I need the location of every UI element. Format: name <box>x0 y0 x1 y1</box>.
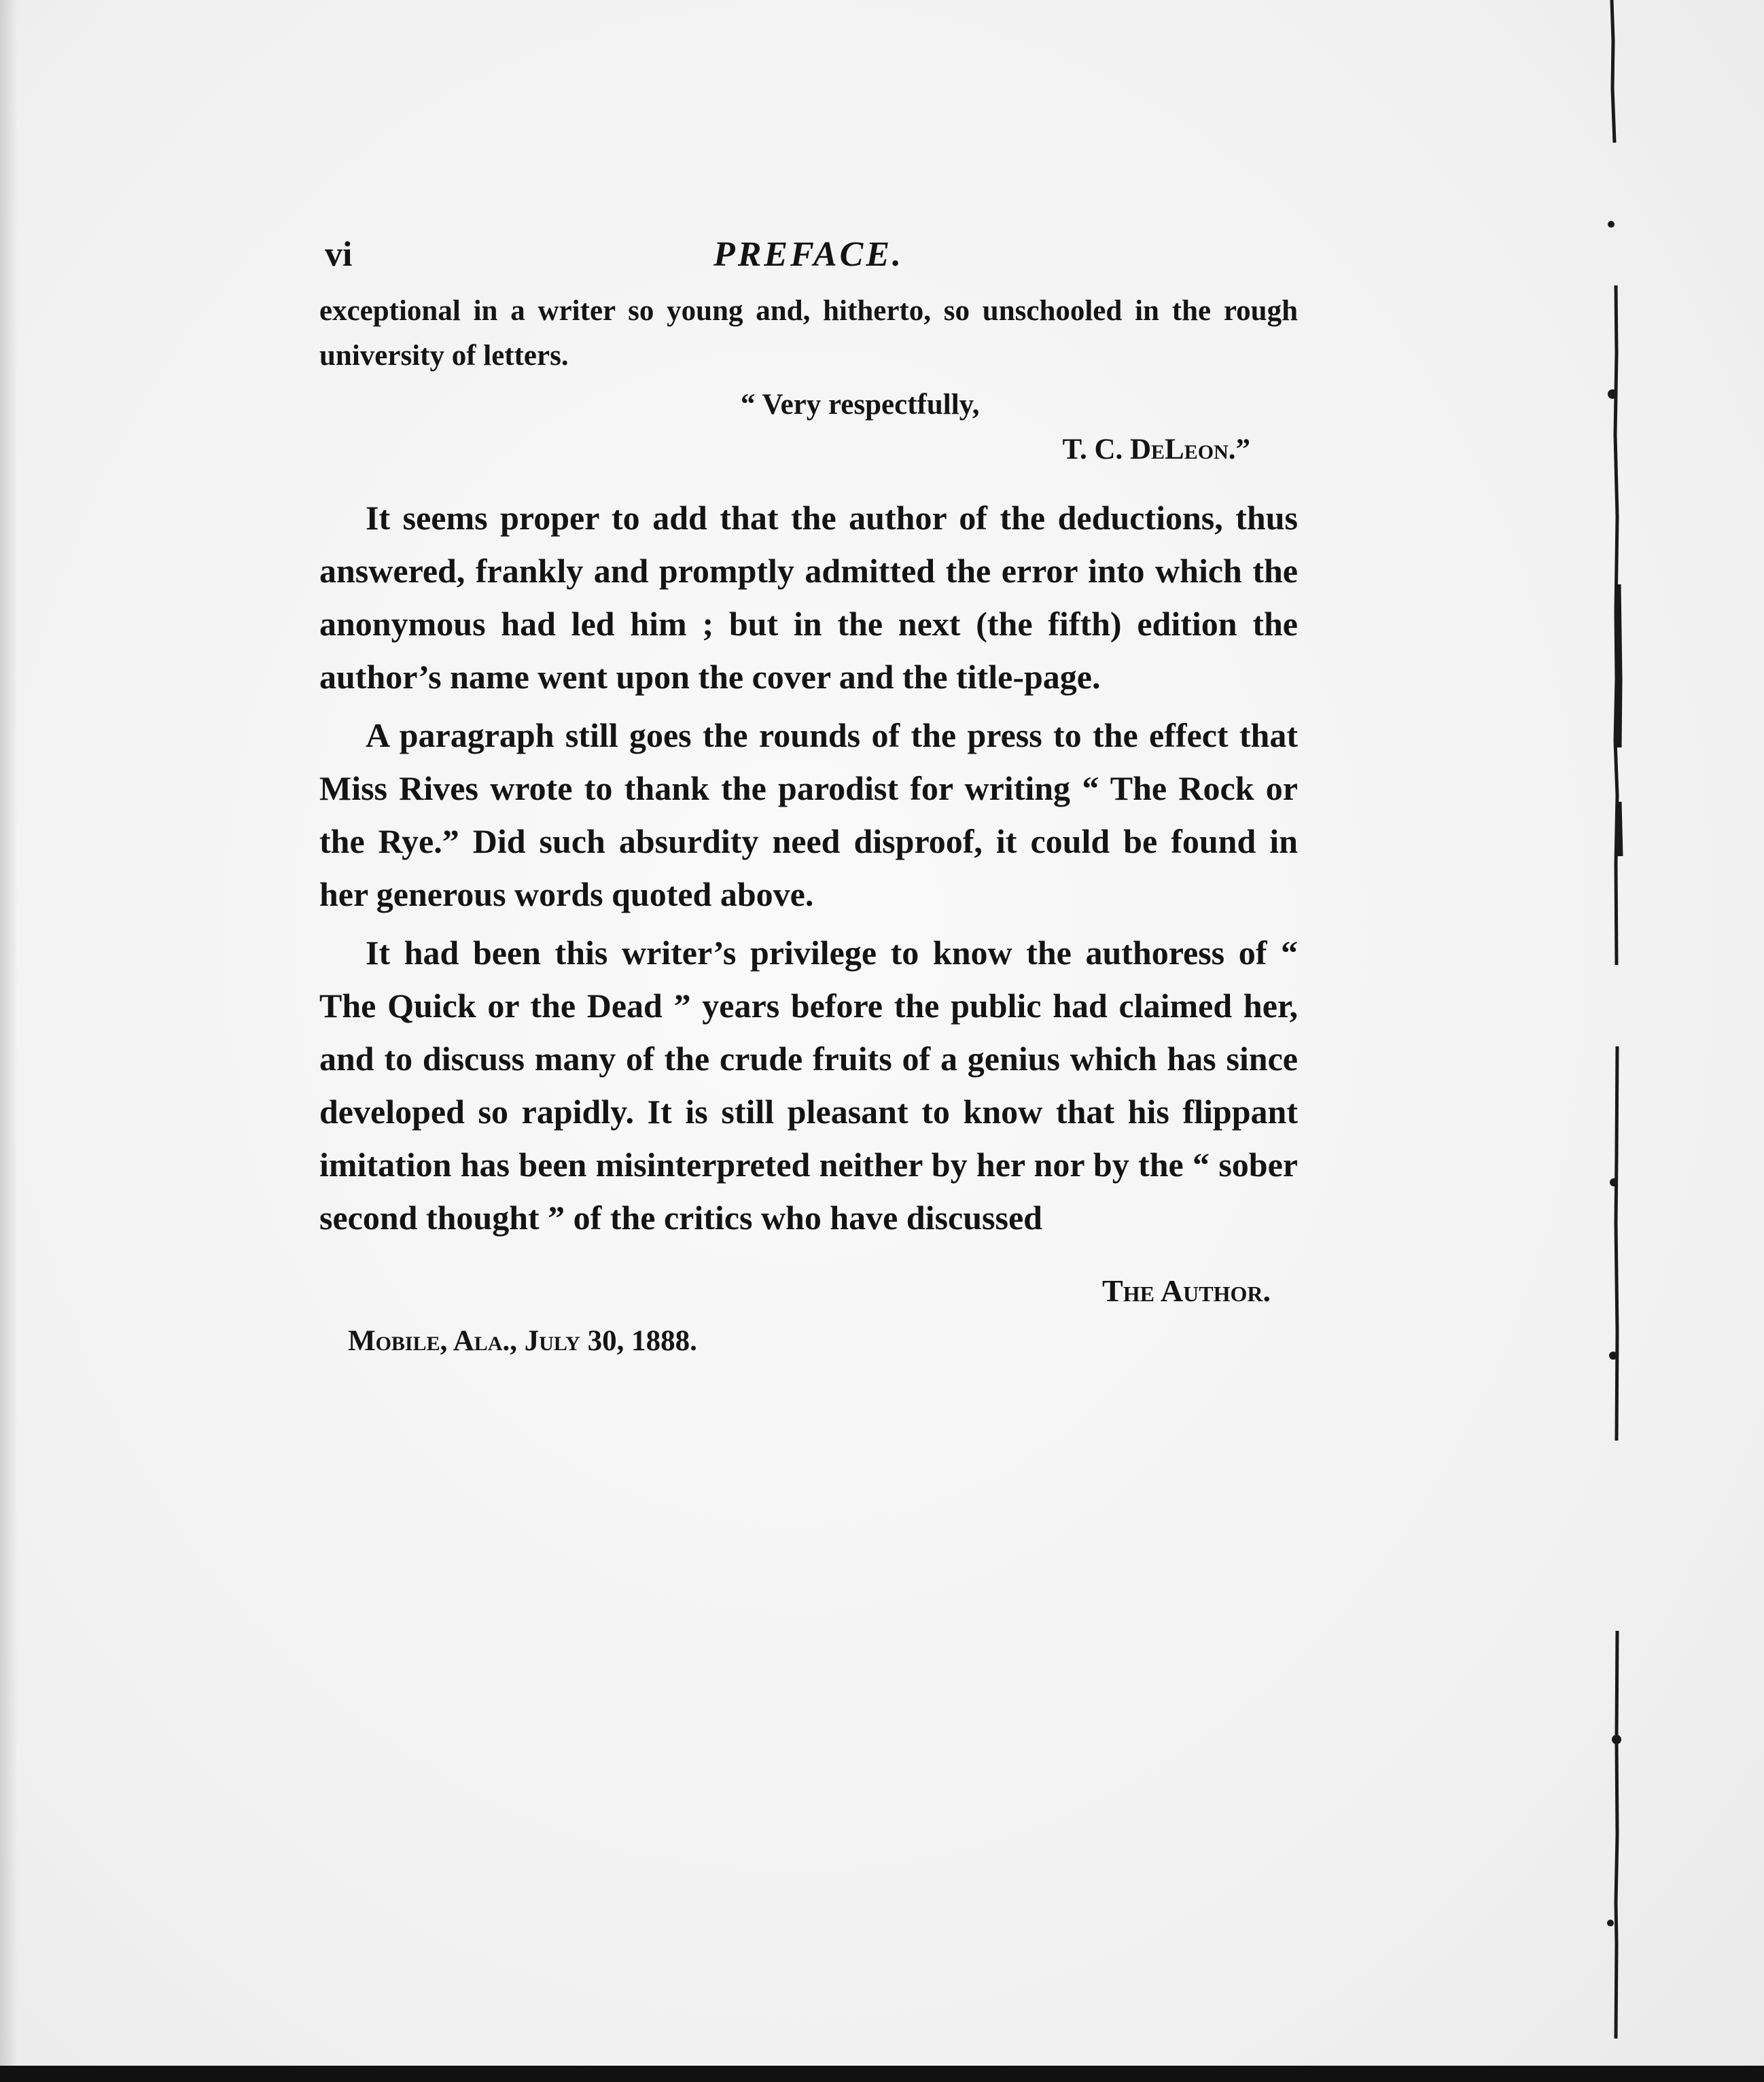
dateline: Mobile, Ala., July 30, 1888. <box>348 1325 697 1357</box>
scan-border <box>0 2066 1764 2082</box>
author-signature: The Author. <box>1102 1273 1271 1308</box>
page-number: vi <box>325 235 353 274</box>
paragraph: It seems proper to add that the author of the deductions, thus answered, frankly and promptly admitted the error into which the anonymous had led him ; but in the next (the fifth) edition the author’s name went upon the cover and the title-page. <box>319 499 1298 696</box>
letter-ending: exceptional in a writer so young and, hitherto, so unschooled in the rough university of letters. <box>319 295 1298 372</box>
running-title: PREFACE. <box>713 235 904 274</box>
letter-signature: T. C. DeLeon.” <box>1062 434 1250 465</box>
page-header <box>319 234 1298 289</box>
page-edge-shadow <box>0 0 18 2082</box>
paragraph: It had been this writer’s privilege to know the authoress of “ The Quick or the Dead ” years before the public had claimed her, and to discuss many of the crude fruits of a genius which has since developed so rapidly. It is still pleasant to know that his flippant imitation has been misinterpreted neither by her nor by the “ sober second thought ” of the critics who have discussed <box>319 934 1298 1237</box>
letter-closing: “ Very respectfully, <box>741 389 980 421</box>
paragraph: A paragraph still goes the rounds of the press to the effect that Miss Rives wrote to thank the parodist for writing “ The Rock or the Rye.” Did such absurdity need disproof, it could be found in her generous words quoted above. <box>319 716 1298 913</box>
page-content <box>319 234 1298 1364</box>
binding-edge <box>1602 0 1629 2066</box>
